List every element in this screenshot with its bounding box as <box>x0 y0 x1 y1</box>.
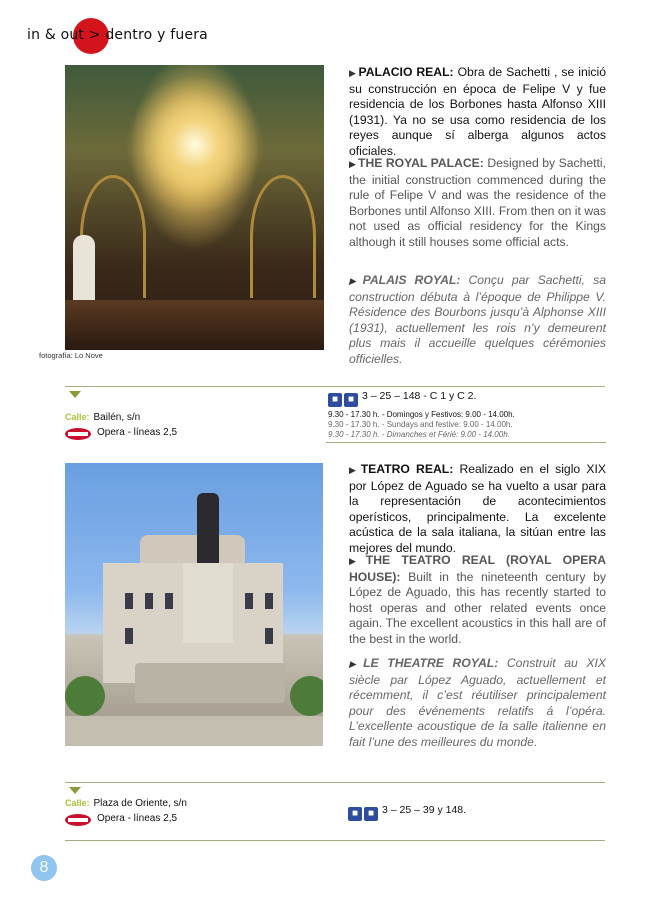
arrow-icon: ▶ <box>349 276 361 286</box>
bus-icon: ■ <box>348 807 362 821</box>
statue-pedestal <box>183 563 233 643</box>
bus-icons <box>328 389 360 403</box>
divider <box>65 840 605 841</box>
palace-floor <box>65 300 324 350</box>
metro-icon <box>65 814 91 826</box>
royal-palace-photo <box>65 65 324 350</box>
arrow-icon: ▶ <box>349 68 357 78</box>
bus-icon-2: ■ <box>344 393 358 407</box>
bus-lines: 3 – 25 – 148 - C 1 y C 2. <box>362 390 477 402</box>
palais-royal-fr: ▶ PALAIS ROYAL: Conçu par Sachetti, sa construction débuta à l’époque de Philippe V. Résidence des Bourbons jusqu’à Alphonse XIII (1931), actuellement les rois n’y demeurent plus mais il accueille quelques cérémonies officielles. <box>349 273 606 366</box>
bus-icons <box>348 803 380 817</box>
teatro-real-en: ▶ THE TEATRO REAL (ROYAL OPERA HOUSE): Built in the nineteenth century by López de Aguado, this has recently started to host operas and other related events once again. The excellent acoustics in this hall are of the best in the world. <box>349 553 606 646</box>
equestrian-statue <box>197 493 219 563</box>
palace-arch-right <box>250 175 316 298</box>
arrow-icon: ▶ <box>349 556 364 566</box>
metro-info: Opera - líneas 2,5 <box>97 813 178 824</box>
photo-caption: fotografía: Lo Nove <box>39 351 103 360</box>
arrow-icon: ▶ <box>349 465 359 475</box>
fountain <box>135 663 285 703</box>
street-info: Calle: Bailén, s/n <box>65 412 141 423</box>
triangle-icon <box>69 787 81 794</box>
divider <box>326 442 606 443</box>
metro-info: Opera - líneas 2,5 <box>97 427 178 438</box>
opening-hours: 9.30 - 17.30 h. - Domingos y Festivos: 9.00 - 14.00h. 9.30 - 17.30 h. - Sundays and festive: 9.00 - 14.00h. 9.30 - 17.30 h. - Dimanches et Férié: 9.00 - 14.00h. <box>328 410 515 439</box>
page-number: 8 <box>31 855 57 881</box>
teatro-real-photo <box>65 463 323 746</box>
street-info: Calle: Plaza de Oriente, s/n <box>65 798 187 809</box>
plaza-ground <box>65 716 323 746</box>
metro-icon <box>65 428 91 440</box>
chandelier <box>125 75 265 215</box>
arrow-icon: ▶ <box>349 159 356 169</box>
triangle-icon <box>69 391 81 398</box>
bus-icon-2: ■ <box>364 807 378 821</box>
royal-palace-en: ▶ THE ROYAL PALACE: Designed by Sachetti, the initial construction commenced during the rule of Felipe V and was the residence of the Borbones until Alfonso XIII. From then on it was not used as official residency for the Kings although it still houses some official acts. <box>349 156 607 249</box>
palace-statue <box>73 235 95 305</box>
divider <box>65 386 605 387</box>
arrow-icon: ▶ <box>349 659 362 669</box>
header-title: in & out > dentro y fuera <box>27 27 208 43</box>
bus-lines: 3 – 25 – 39 y 148. <box>382 804 467 816</box>
divider <box>65 782 605 783</box>
palacio-real-es: ▶ PALACIO REAL: Obra de Sachetti , se inició su construcción en época de Felipe V y fue residencia de los Borbones hasta Alfonso XIII (1931). Ya no se usa como residencia de los reyes aunque sí alberga algunos actos oficiales. <box>349 65 607 158</box>
teatro-real-es: ▶ TEATRO REAL: Realizado en el siglo XIX por López de Aguado se ha vuelto a usar para la representación de acontecimientos operísticos, principalmente. La excelente acústica de la sala italiana, la sitúan entre las mejores del mundo. <box>349 462 606 555</box>
bus-icon: ■ <box>328 393 342 407</box>
theatre-royal-fr: ▶ LE THEATRE ROYAL: Construit au XIX siècle par López Aguado, actuellement et récemment, il c’est réutiliser principalement pour des événements relatifs á l’opéra. L’excellente acoustique de la salle italienne en fait l’une des meilleures du monde. <box>349 656 606 749</box>
